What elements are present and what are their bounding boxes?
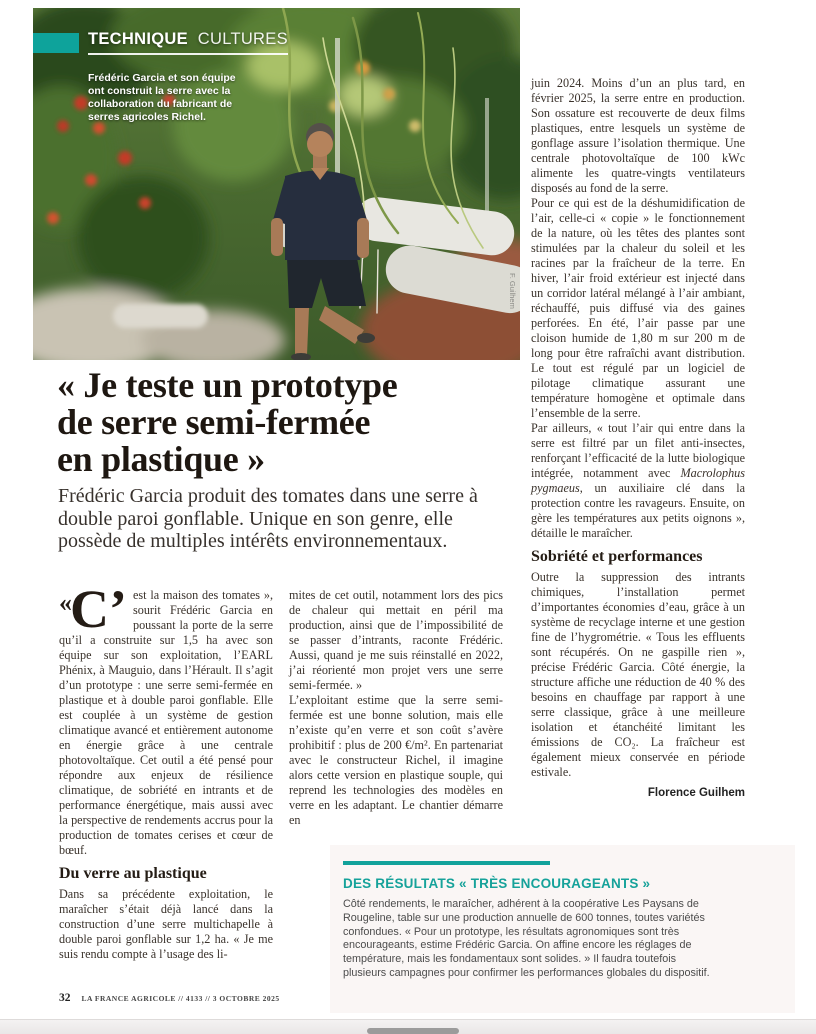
paragraph: L’exploitant estime que la serre semi-fermée est une bonne solution, mais elle n’existe qu’en verre et son coût s’avère prohibitif : plus de 200 €/m². En partenariat avec le constructeur Richel, il imagine alors cette version en plastique souple, qui reprend les technologies des modèles en verre en les adaptant. Le chantier démarre en [289,693,503,827]
results-callout-box [330,845,795,1013]
page-footer [59,988,280,1006]
body-column-1 [59,579,273,962]
horizontal-scrollbar-thumb[interactable] [367,1028,459,1034]
callout-body: Côté rendements, le maraîcher, adhérent à la coopérative Les Paysans de Rougeline, table sur une production annuelle de 600 tonnes, toutes variétés confondues. « Pour un prototype, les résultats agronomiques sont très encourageants, estime Frédéric Garcia. On affine encore les réglages de température, mais les fondamentaux sont solides. » Il faudra toutefois plusieurs campagnes pour confirmer les performances globales du dispositif. [343,898,710,979]
section-heading-sobriete: Sobriété et performances [531,548,703,565]
drop-cap-letter: C’ [70,579,127,639]
body-column-3 [531,76,745,801]
paragraph-text: , un auxiliaire clé dans la protection contre les ravageurs. Ensuite, on gère les températures aux petits oignons », détaille le maraîcher. [531,481,745,540]
standfirst: Frédéric Garcia produit des tomates dans une serre à double paroi gonflable. Unique en son genre, elle possède de multiples intérêts environnementaux. [58,485,478,552]
headline-line-3: en plastique » [57,439,265,479]
kicker-section-label: TECHNIQUE [88,30,188,48]
paragraph [531,421,745,541]
kicker-accent-bar [33,33,79,53]
publication-issue-line: LA FRANCE AGRICOLE // 4133 // 3 OCTOBRE 2025 [81,994,280,1003]
callout-accent-rule [343,861,550,865]
drop-cap [59,579,133,639]
paragraph-text: est la maison des tomates », sourit Frédéric Garcia en poussant la porte de la serre qu’il a construite sur 1,5 ha avec son équipe sur son exploitation, l’EARL Phénix, à Mauguio, dans l’Hérault. Il s’agit d’un prototype : une serre semi-fermée en plastique et à double paroi gonflable. Elle est couplée à un système de gestion climatique avancé et entièrement autonome en énergie grâce à une centrale photovoltaïque. Cet outil a été pensé pour répondre aux enjeux de résilience climatique, de sobriété en intrants et de performance énergétique, mais aussi avec la perspective de rendements accrus pour la production de tomates cerises et cœur de bœuf. [59,588,273,857]
page-number: 32 [59,992,71,1004]
photo-caption: Frédéric Garcia et son équipe ont construit la serre avec la collaboration du fabricant de serres agricoles Richel. [88,72,236,123]
photo-credit: F. Guilhem [508,273,517,309]
section-heading-verre-plastique: Du verre au plastique [59,865,207,882]
greenhouse-photo [33,8,520,360]
paragraph: juin 2024. Moins d’un an plus tard, en février 2025, la serre entre en production. Son ossature est recouverte de deux films plastiques, entre lesquels un système de gonflage assure l’isolation thermique. Une centrale photovoltaïque de 100 kWc alimente les quatre-vingts ventilateurs disposés au fond de la serre. [531,76,745,195]
kicker-subsection-label: CULTURES [197,30,288,48]
species-name-italic: Macrolophus pygmaeus [531,466,745,495]
section-kicker [88,30,288,55]
headline-line-1: « Je teste un prototype [57,365,398,405]
paragraph: Dans sa précédente exploitation, le maraîcher s’était déjà lancé dans la construction d’une serre multichapelle à double paroi gonflable sur 1,2 ha. « Je me suis rendu compte à l’usage des li- [59,887,273,961]
drop-cap-quote: « [59,588,70,617]
body-column-2 [289,588,503,828]
paragraph [59,579,273,858]
headline-line-2: de serre semi-fermée [57,402,371,442]
byline: Florence Guilhem [647,787,745,799]
paragraph: Outre la suppression des intrants chimiques, l’installation permet d’importantes économies d’eau, grâce à un système de recyclage interne et une gestion fine de l’hygrométrie. « Tous les effluents sont récupérés. On ne gaspille rien », précise Frédéric Garcia. Côté énergie, la structure affiche une réduction de 40 % des besoins en chauffage par rapport à une serre classique, grâce à une meilleure isolation et étanchéité limitant les émissions de CO₂. La fraîcheur est également mieux conservée en période estivale. [531,570,745,779]
paragraph-text: Par ailleurs, « tout l’air qui entre dans la serre est filtré par un filet anti-insectes, renforçant l’efficacité de la lutte biologique intégrée, notamment avec [531,421,745,480]
paragraph: Pour ce qui est de la déshumidification de l’air, celle-ci « copie » le fonctionnement de la nature, où les têtes des plantes sont stimulées par la chaleur du soleil et les racines par la fraîcheur de la terre. En hiver, l’air froid extérieur est injecté dans un corridor latéral mélangé à l’air ambiant, réchauffé, puis diffusé via des gaines perforées. En été, l’air passe par une cloison humide de 1,80 m sur 200 m de long pour être rafraîchi avant distribution. Le tout est régulé par un logiciel de pilotage climatique assurant une température homogène et optimale dans l’ensemble de la serre. [531,196,745,420]
paragraph: mites de cet outil, notamment lors des pics de chaleur qui mettait en péril ma production, ainsi que de l’impossibilité de se passer d’intrants, raconte Frédéric. Aussi, quand je me suis réinstallé en 2022, j’ai réorienté mon projet vers une serre semi-fermée. » [289,588,503,692]
headline [57,367,527,478]
callout-title: DES RÉSULTATS « TRÈS ENCOURAGEANTS » [343,876,651,891]
greenhouse-photo-art [33,8,520,360]
